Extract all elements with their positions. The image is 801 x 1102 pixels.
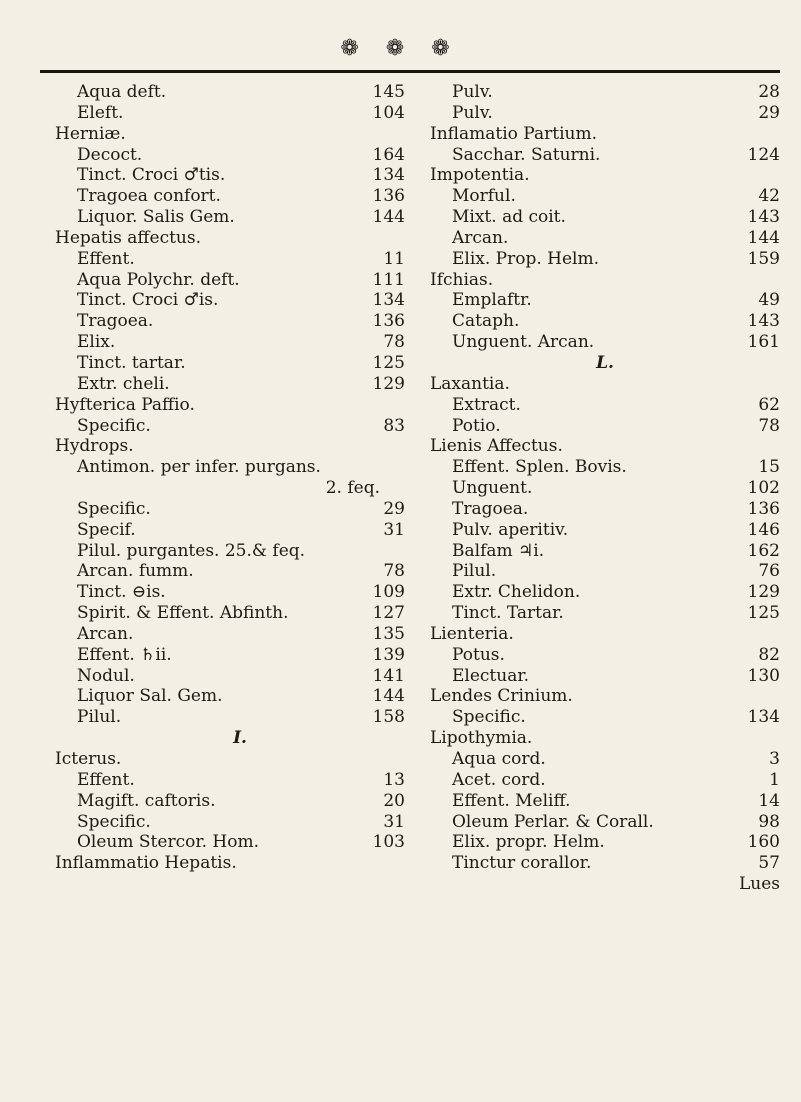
index-entry <box>430 207 780 228</box>
entry-text: Extr. Chelidon. <box>452 582 581 603</box>
entry-page-number: 144 <box>372 686 405 707</box>
entry-text: L. <box>596 352 614 373</box>
entry-page-number: 144 <box>372 207 405 228</box>
entry-text: Lipothymia. <box>430 728 533 749</box>
entry-text: Magift. caftoris. <box>77 790 216 811</box>
entry-page-number: 28 <box>758 82 780 102</box>
entry-page-number: 134 <box>372 290 405 311</box>
entry-page-number: 145 <box>372 82 405 102</box>
entry-page-number: 104 <box>372 102 405 123</box>
index-entry <box>55 103 425 124</box>
entry-text: Decoct. <box>77 144 143 165</box>
entry-page-number: 3 <box>769 749 780 769</box>
index-entry <box>430 582 780 603</box>
entry-page-number: 83 <box>383 415 405 436</box>
entry-text: Effent. Splen. Bovis. <box>452 457 627 478</box>
index-entry <box>55 624 425 645</box>
entry-page-number: 11 <box>383 248 405 269</box>
entry-text: Spirit. & Effent. Abfinth. <box>77 603 289 624</box>
index-entry <box>55 207 425 228</box>
index-entry <box>55 186 425 207</box>
entry-text: Arcan. <box>452 227 509 248</box>
entry-page-number: 111 <box>372 269 405 290</box>
index-entry <box>55 436 425 457</box>
entry-page-number: 158 <box>372 707 405 728</box>
index-entry <box>55 603 425 624</box>
entry-page-number: 125 <box>372 352 405 373</box>
entry-text: Tinct. ⊖is. <box>77 582 166 603</box>
entry-text: Ifchias. <box>430 269 494 290</box>
entry-page-number: 13 <box>383 769 405 790</box>
entry-text: Balfam ♃i. <box>452 540 545 561</box>
entry-text: Cataph. <box>452 311 520 332</box>
index-entry <box>430 82 780 103</box>
entry-text: I. <box>233 728 247 749</box>
entry-text: Impotentia. <box>430 165 530 186</box>
entry-text: Eleft. <box>77 102 124 123</box>
entry-page-number: 78 <box>758 415 780 436</box>
entry-page-number: 141 <box>372 665 405 686</box>
index-entry <box>55 541 425 562</box>
index-entry <box>55 311 425 332</box>
entry-text: Lues <box>738 874 780 895</box>
entry-text: Tinct. Tartar. <box>452 603 564 624</box>
index-entry <box>55 582 425 603</box>
entry-text: Aqua Polychr. deft. <box>77 269 240 290</box>
index-entry <box>55 686 425 707</box>
entry-page-number: 143 <box>747 311 780 332</box>
entry-text: Pilul. <box>77 707 122 728</box>
entry-page-number: 143 <box>747 207 780 228</box>
index-entry <box>430 749 780 770</box>
entry-text: Inflamatio Partium. <box>430 123 597 144</box>
entry-text: Inflammatio Hepatis. <box>55 853 237 874</box>
entry-page-number: 129 <box>372 373 405 394</box>
entry-text: Icterus. <box>55 749 122 769</box>
entry-text: Extr. cheli. <box>77 373 170 394</box>
index-entry <box>430 186 780 207</box>
entry-page-number: 20 <box>383 790 405 811</box>
index-entry <box>55 770 425 791</box>
index-entry <box>430 165 780 186</box>
entry-text: Pulv. <box>452 82 493 102</box>
entry-text: Effent. <box>77 769 135 790</box>
entry-text: Effent. <box>77 248 135 269</box>
index-entry <box>430 728 780 749</box>
entry-text: Oleum Stercor. Hom. <box>77 832 259 853</box>
entry-text: Elix. propr. Helm. <box>452 832 605 853</box>
entry-page-number: 29 <box>758 102 780 123</box>
index-entry <box>430 270 780 291</box>
index-entry <box>55 666 425 687</box>
entry-page-number: 42 <box>758 186 780 207</box>
entry-page-number: 139 <box>372 644 405 665</box>
index-entry <box>430 374 780 395</box>
entry-page-number: 14 <box>758 790 780 811</box>
entry-text: Elix. Prop. Helm. <box>452 248 600 269</box>
index-entry <box>430 228 780 249</box>
entry-text: Lienteria. <box>430 623 514 644</box>
entry-text: Pulv. <box>452 102 493 123</box>
page-header <box>0 0 801 70</box>
index-entry <box>55 82 425 103</box>
entry-page-number: 82 <box>758 644 780 665</box>
index-entry <box>430 666 780 687</box>
index-entry <box>430 332 780 353</box>
entry-page-number: 136 <box>747 498 780 519</box>
index-entry <box>55 249 425 270</box>
index-entry <box>430 603 780 624</box>
entry-page-number: 102 <box>747 478 780 499</box>
index-entry <box>55 728 425 749</box>
index-entry <box>430 812 780 833</box>
entry-text: Sacchar. Saturni. <box>452 144 601 165</box>
entry-page-number: 125 <box>747 603 780 624</box>
entry-text: Laxantia. <box>430 373 510 394</box>
index-entry <box>430 624 780 645</box>
entry-text: Unguent. <box>452 478 533 499</box>
index-entry <box>55 749 425 770</box>
entry-text: Liquor Sal. Gem. <box>77 686 223 707</box>
index-entry <box>55 791 425 812</box>
index-entry <box>430 561 780 582</box>
entry-page-number: 164 <box>372 144 405 165</box>
entry-page-number: 144 <box>747 227 780 248</box>
entry-text: Hyfterica Paffio. <box>55 394 195 415</box>
index-entry <box>430 686 780 707</box>
entry-text: Mixt. ad coit. <box>452 207 566 228</box>
entry-text: Electuar. <box>452 665 530 686</box>
entry-page-number: 76 <box>758 561 780 582</box>
entry-text: Specific. <box>452 707 526 728</box>
entry-page-number: 15 <box>758 457 780 478</box>
left-column <box>55 82 425 874</box>
entry-page-number: 124 <box>747 144 780 165</box>
index-entry <box>55 124 425 145</box>
index-entry <box>55 832 425 853</box>
entry-text: Aqua cord. <box>452 749 546 769</box>
index-entry <box>430 707 780 728</box>
entry-text: Nodul. <box>77 665 135 686</box>
index-entry <box>430 874 780 895</box>
entry-text: Lendes Crinium. <box>430 686 573 707</box>
index-entry <box>430 791 780 812</box>
entry-page-number: 109 <box>372 582 405 603</box>
index-entry <box>430 478 780 499</box>
entry-text: Tragoea confort. <box>77 186 221 207</box>
entry-text: Oleum Perlar. & Corall. <box>452 811 654 832</box>
entry-text: Liquor. Salis Gem. <box>77 207 235 228</box>
index-entry <box>430 853 780 874</box>
entry-page-number: 29 <box>383 498 405 519</box>
index-entry <box>430 499 780 520</box>
entry-text: Acet. cord. <box>452 769 546 790</box>
entry-page-number: 103 <box>372 832 405 853</box>
index-entry <box>430 290 780 311</box>
entry-page-number: 160 <box>747 832 780 853</box>
index-entry <box>55 290 425 311</box>
entry-text: Tinct. tartar. <box>77 352 186 373</box>
entry-text: Hepatis affectus. <box>55 227 202 248</box>
entry-text: Tragoea. <box>77 311 154 332</box>
index-entry <box>430 103 780 124</box>
entry-page-number: 161 <box>747 332 780 353</box>
entry-page-number: 135 <box>372 623 405 644</box>
header-rule <box>40 70 780 73</box>
entry-text: Lienis Affectus. <box>430 436 563 457</box>
index-entry <box>430 353 780 374</box>
entry-text: Pulv. aperitiv. <box>452 519 569 540</box>
entry-text: Specific. <box>77 811 151 832</box>
entry-text: Tragoea. <box>452 498 529 519</box>
entry-page-number: 31 <box>383 519 405 540</box>
index-entry <box>55 145 425 166</box>
index-entry <box>430 832 780 853</box>
entry-page-number: 57 <box>758 853 780 874</box>
entry-page-number: 78 <box>383 332 405 353</box>
right-column <box>430 82 780 895</box>
entry-page-number: 159 <box>747 248 780 269</box>
entry-text: Tinct. Croci ♂tis. <box>77 165 226 186</box>
entry-page-number: 136 <box>372 186 405 207</box>
index-entry <box>55 478 425 499</box>
entry-page-number: 49 <box>758 290 780 311</box>
entry-page-number: 1 <box>769 769 780 790</box>
entry-page-number: 130 <box>747 665 780 686</box>
entry-page-number: 127 <box>372 603 405 624</box>
index-entry <box>55 457 425 478</box>
entry-text: Aqua deft. <box>77 82 167 102</box>
index-entry <box>430 416 780 437</box>
entry-text: Hydrops. <box>55 436 134 457</box>
entry-text: Emplaftr. <box>452 290 532 311</box>
index-entry <box>55 353 425 374</box>
entry-page-number: 162 <box>747 540 780 561</box>
index-entry <box>55 520 425 541</box>
index-entry <box>55 561 425 582</box>
entry-page-number: 98 <box>758 811 780 832</box>
index-entry <box>430 770 780 791</box>
entry-text: Pilul. purgantes. 25.& feq. <box>77 540 306 561</box>
entry-text: Effent. ♄ii. <box>77 644 172 665</box>
index-entry <box>55 395 425 416</box>
index-entry <box>430 311 780 332</box>
entry-text: Specific. <box>77 415 151 436</box>
entry-text: Potus. <box>452 644 505 665</box>
index-entry <box>430 645 780 666</box>
entry-page-number: 136 <box>372 311 405 332</box>
entry-text: Tinct. Croci ♂is. <box>77 290 219 311</box>
index-entry <box>55 499 425 520</box>
index-entry <box>430 145 780 166</box>
entry-text: Extract. <box>452 394 521 415</box>
index-entry <box>55 374 425 395</box>
entry-text: Pilul. <box>452 561 497 582</box>
index-entry <box>55 332 425 353</box>
index-entry <box>55 645 425 666</box>
header-ornaments: ❁ ❁ ❁ <box>340 36 460 61</box>
entry-text: Potio. <box>452 415 501 436</box>
index-entry <box>430 436 780 457</box>
index-entry <box>55 707 425 728</box>
entry-text: Arcan. fumm. <box>77 561 194 582</box>
index-entry <box>430 457 780 478</box>
entry-page-number: 31 <box>383 811 405 832</box>
entry-text: Unguent. Arcan. <box>452 332 595 353</box>
index-entry <box>430 124 780 145</box>
index-entry <box>430 541 780 562</box>
entry-text: Morful. <box>452 186 516 207</box>
entry-page-number: 134 <box>372 165 405 186</box>
index-entry <box>430 249 780 270</box>
entry-text: Arcan. <box>77 623 134 644</box>
entry-text: 2. feq. <box>325 478 380 499</box>
entry-text: Herniæ. <box>55 123 126 144</box>
index-entry <box>55 416 425 437</box>
entry-text: Specif. <box>77 519 136 540</box>
entry-page-number: 146 <box>747 519 780 540</box>
index-entry <box>55 812 425 833</box>
index-entry <box>55 165 425 186</box>
entry-text: Tinctur corallor. <box>452 853 592 874</box>
index-entry <box>55 853 425 874</box>
entry-text: Elix. <box>77 332 116 353</box>
entry-page-number: 129 <box>747 582 780 603</box>
entry-text: Antimon. per infer. purgans. <box>77 457 321 478</box>
entry-page-number: 62 <box>758 394 780 415</box>
index-entry <box>55 270 425 291</box>
entry-text: Effent. Meliff. <box>452 790 571 811</box>
entry-text: Specific. <box>77 498 151 519</box>
index-entry <box>430 395 780 416</box>
index-entry <box>55 228 425 249</box>
entry-page-number: 78 <box>383 561 405 582</box>
index-entry <box>430 520 780 541</box>
entry-page-number: 134 <box>747 707 780 728</box>
